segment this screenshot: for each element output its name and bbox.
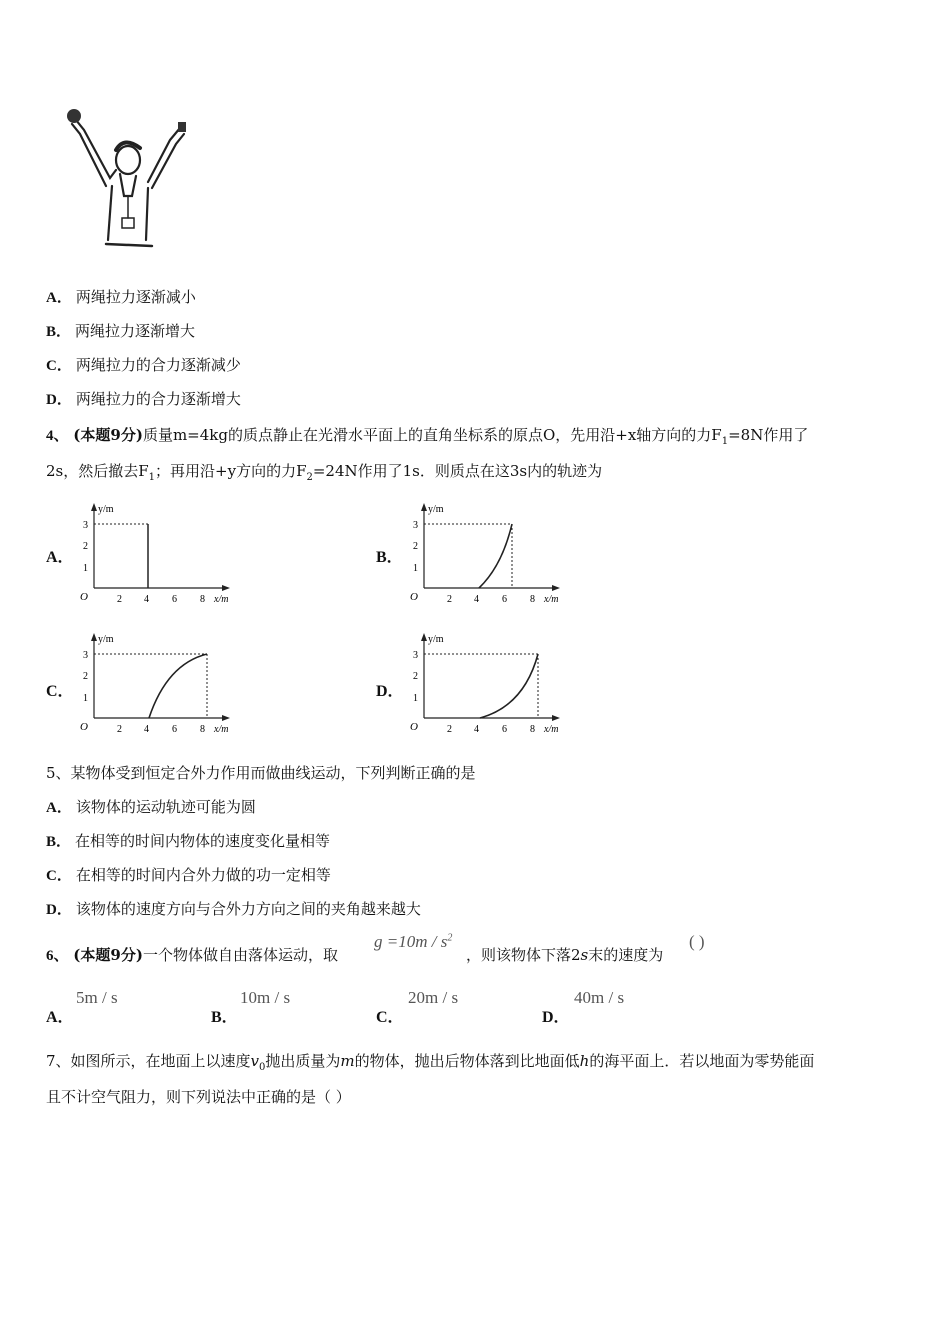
subscript: 0 bbox=[259, 1062, 266, 1073]
q4-option-b-label[interactable]: B． bbox=[376, 549, 403, 566]
y-tick-2: 2 bbox=[413, 671, 418, 682]
x-tick-6: 6 bbox=[172, 594, 177, 605]
option-label: D． bbox=[46, 902, 72, 918]
q6-text-b: ，则该物体下落2 bbox=[466, 946, 581, 964]
q6-option-b-value: 10m / s bbox=[240, 988, 291, 1007]
y-tick-1: 1 bbox=[413, 693, 418, 704]
q6-option-d-value: 40m / s bbox=[574, 988, 625, 1007]
q4-text-2c: =24N作用了1s．则质点在这3s内的轨迹为 bbox=[312, 462, 603, 480]
q5-option-b[interactable] bbox=[46, 830, 330, 851]
y-tick-1: 1 bbox=[413, 563, 418, 574]
x-tick-4: 4 bbox=[474, 594, 479, 605]
option-label: B． bbox=[46, 834, 72, 850]
score-tag: (本题9分) bbox=[73, 426, 143, 444]
x-tick-2: 2 bbox=[117, 724, 122, 735]
q6-option-c-label[interactable]: C． bbox=[376, 1009, 404, 1026]
x-tick-6: 6 bbox=[502, 594, 507, 605]
origin-label: O bbox=[80, 721, 88, 733]
y-axis-label: y/m bbox=[98, 634, 114, 645]
q4-text-1-end: =8N作用了 bbox=[728, 426, 809, 444]
q4-graph-c[interactable] bbox=[72, 630, 252, 742]
q4-option-a-label[interactable]: A． bbox=[46, 549, 74, 566]
y-tick-2: 2 bbox=[83, 541, 88, 552]
q5-option-c[interactable] bbox=[46, 864, 331, 885]
origin-label: O bbox=[410, 721, 418, 733]
q5-option-d[interactable] bbox=[46, 898, 421, 919]
q4-option-c-label[interactable]: C． bbox=[46, 683, 74, 700]
option-label: B． bbox=[46, 324, 72, 340]
q4-graph-b[interactable] bbox=[402, 500, 582, 612]
origin-label: O bbox=[80, 591, 88, 603]
q4-text-2b: ；再用沿+y方向的力F bbox=[155, 462, 307, 480]
option-label: C． bbox=[46, 868, 72, 884]
x-tick-2: 2 bbox=[447, 594, 452, 605]
option-label: C． bbox=[46, 358, 72, 374]
x-tick-4: 4 bbox=[144, 724, 149, 735]
option-text: 两绳拉力逐渐减小 bbox=[75, 288, 196, 306]
subscript: 1 bbox=[148, 472, 156, 483]
x-tick-4: 4 bbox=[474, 724, 479, 735]
x-axis-label: x/m bbox=[214, 594, 229, 605]
q6-option-a-label[interactable]: A． bbox=[46, 1009, 74, 1026]
y-axis-label: y/m bbox=[98, 504, 114, 515]
q6-text-a: 一个物体做自由落体运动，取 bbox=[142, 946, 338, 964]
question-number: 6、 bbox=[46, 948, 69, 964]
option-label: A． bbox=[46, 290, 72, 306]
q4-graph-d[interactable] bbox=[402, 630, 582, 742]
q7-stem-line1 bbox=[46, 1050, 814, 1073]
q4-option-d-label[interactable]: D． bbox=[376, 683, 404, 700]
q3-option-c[interactable] bbox=[46, 354, 241, 375]
x-tick-2: 2 bbox=[117, 594, 122, 605]
g-expr: g =10m / s bbox=[374, 932, 448, 951]
question-number: 4、 bbox=[46, 428, 69, 444]
q6-option-c-value: 20m / s bbox=[408, 988, 459, 1007]
q6-answer-paren: ( ) bbox=[689, 932, 705, 951]
y-tick-1: 1 bbox=[83, 563, 88, 574]
x-tick-2: 2 bbox=[447, 724, 452, 735]
q6-g-expression bbox=[374, 932, 452, 952]
subscript: 1 bbox=[721, 436, 729, 447]
option-text: 两绳拉力的合力逐渐减少 bbox=[75, 356, 241, 374]
q4-stem-line1 bbox=[46, 424, 808, 447]
x-tick-8: 8 bbox=[530, 594, 535, 605]
q5-stem: 5、某物体受到恒定合外力作用而做曲线运动，下列判断正确的是 bbox=[46, 764, 476, 782]
q6-text-s: s bbox=[580, 946, 589, 964]
option-text: 该物体的速度方向与合外力方向之间的夹角越来越大 bbox=[75, 900, 421, 918]
origin-label: O bbox=[410, 591, 418, 603]
q3-option-d[interactable] bbox=[46, 388, 241, 409]
q7-stem-line2: 且不计空气阻力，则下列说法中正确的是（ ） bbox=[46, 1088, 351, 1106]
q6-stem bbox=[46, 944, 338, 965]
x-tick-8: 8 bbox=[200, 594, 205, 605]
q6-option-d-label[interactable]: D． bbox=[542, 1009, 570, 1026]
q4-text-2a: 2s，然后撤去F bbox=[46, 462, 149, 480]
person-hanging-figure bbox=[62, 100, 192, 252]
x-tick-4: 4 bbox=[144, 594, 149, 605]
g-exp: 2 bbox=[447, 932, 453, 944]
q7-m: m bbox=[340, 1052, 355, 1070]
option-text: 在相等的时间内合外力做的功一定相等 bbox=[75, 866, 331, 884]
q7-text-d: 的海平面上．若以地面为零势能面 bbox=[589, 1052, 815, 1070]
x-axis-label: x/m bbox=[544, 594, 559, 605]
q4-stem-line2 bbox=[46, 460, 602, 483]
y-tick-2: 2 bbox=[413, 541, 418, 552]
option-label: A． bbox=[46, 800, 72, 816]
y-tick-3: 3 bbox=[413, 650, 418, 661]
x-axis-label: x/m bbox=[544, 724, 559, 735]
q5-option-a[interactable] bbox=[46, 796, 256, 817]
q3-option-a[interactable] bbox=[46, 286, 196, 307]
option-label: D． bbox=[46, 392, 72, 408]
q4-text-1: 质量m=4kg的质点静止在光滑水平面上的直角坐标系的原点O，先用沿+x轴方向的力F bbox=[142, 426, 722, 444]
q6-stem-tail bbox=[466, 944, 663, 965]
option-text: 两绳拉力逐渐增大 bbox=[75, 322, 196, 340]
x-tick-6: 6 bbox=[502, 724, 507, 735]
y-tick-1: 1 bbox=[83, 693, 88, 704]
y-tick-3: 3 bbox=[83, 520, 88, 531]
y-tick-3: 3 bbox=[413, 520, 418, 531]
q6-option-a-value: 5m / s bbox=[76, 988, 118, 1007]
y-axis-label: y/m bbox=[428, 504, 444, 515]
y-tick-3: 3 bbox=[83, 650, 88, 661]
q7-h: h bbox=[579, 1052, 590, 1070]
subscript: 2 bbox=[306, 472, 313, 483]
x-tick-6: 6 bbox=[172, 724, 177, 735]
q7-text-a: 7、如图所示，在地面上以速度 bbox=[46, 1052, 251, 1070]
q7-text-b: 抛出质量为 bbox=[265, 1052, 341, 1070]
q7-v: v bbox=[250, 1052, 260, 1070]
q6-text-c: 末的速度为 bbox=[588, 946, 664, 964]
y-tick-2: 2 bbox=[83, 671, 88, 682]
x-tick-8: 8 bbox=[530, 724, 535, 735]
q4-graph-a[interactable] bbox=[72, 500, 252, 612]
score-tag: (本题9分) bbox=[73, 946, 143, 964]
option-text: 该物体的运动轨迹可能为圆 bbox=[75, 798, 256, 816]
x-tick-8: 8 bbox=[200, 724, 205, 735]
option-text: 在相等的时间内物体的速度变化量相等 bbox=[75, 832, 331, 850]
q6-option-b-label[interactable]: B． bbox=[211, 1009, 238, 1026]
y-axis-label: y/m bbox=[428, 634, 444, 645]
q7-text-c: 的物体，抛出后物体落到比地面低 bbox=[354, 1052, 580, 1070]
option-text: 两绳拉力的合力逐渐增大 bbox=[75, 390, 241, 408]
x-axis-label: x/m bbox=[214, 724, 229, 735]
q3-option-b[interactable] bbox=[46, 320, 195, 341]
